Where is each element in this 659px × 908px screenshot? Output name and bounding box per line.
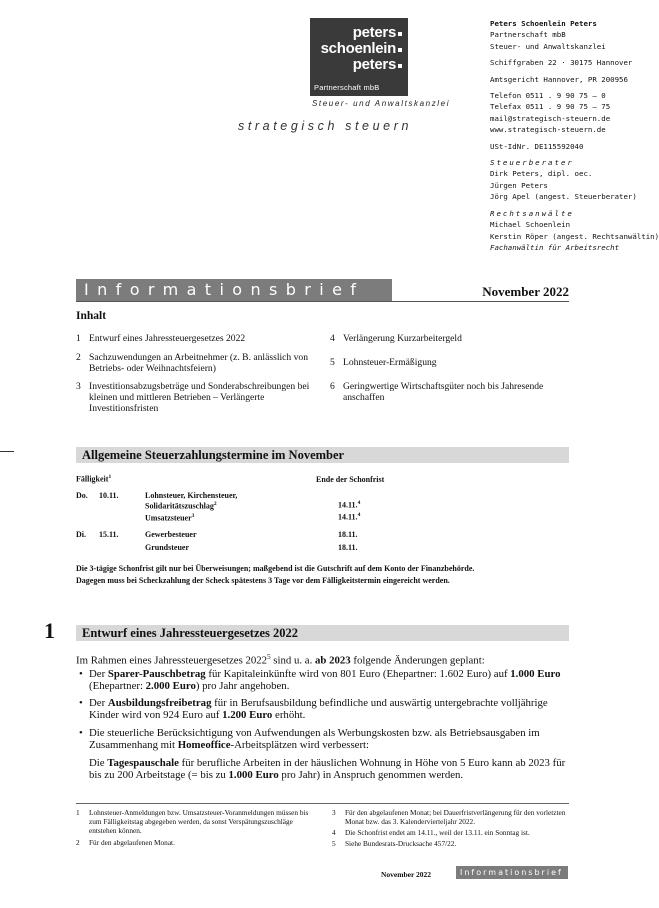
row-ende: 14.11.$^4$: [338, 500, 361, 510]
row-item: Gewerbesteuer: [145, 530, 197, 539]
address-line: Peters Schoenlein Peters: [490, 19, 597, 28]
rechtsanwalt-name: Michael Schoenlein: [490, 220, 571, 230]
row-item: Lohnsteuer, Kirchensteuer,: [145, 491, 238, 500]
tagespauschale-paragraph: Die Tagespauschale für berufliche Arbeiten in der häuslichen Wohnung in Höhe von 5 Euro kann ab 2023 für bis zu 200 Arbeitstage (= bis zu 1.000 Euro pro Jahr) in Anspruch genommen werden.: [89, 757, 566, 782]
address-block: [490, 18, 659, 253]
row-item: Solidaritätszuschlag$^2$: [145, 501, 217, 511]
toc-heading: Inhalt: [76, 310, 107, 322]
steuerberater-heading: Steuerberater: [490, 158, 574, 168]
address-line: Schiffgraben 22 · 30175 Hannover: [490, 58, 633, 68]
steuerberater-name: Jörg Apel (angest. Steuerberater): [490, 192, 637, 202]
address-line: Amtsgericht Hannover, PR 200956: [490, 74, 628, 84]
issue-date: November 2022: [482, 284, 569, 299]
email-link[interactable]: mail@strategisch-steuern.de: [490, 113, 611, 123]
bullet-sparer: Der Sparer-Pauschbetrag für Kapitaleinkünfte wird von 801 Euro (Ehepartner: 1.602 Euro) auf 1.000 Euro (Ehepartner: 2.000 Euro) pro Jahr angehoben.: [89, 668, 561, 693]
logo-line-2: schoenlein: [321, 41, 402, 56]
section-number: 1: [44, 618, 55, 643]
row-day: Do.: [76, 491, 88, 500]
col-ende-schonfrist: Ende der Schonfrist: [316, 475, 385, 484]
row-date: 15.11.: [99, 530, 119, 539]
address-line: Partnerschaft mbB: [490, 30, 566, 40]
firm-logo: [310, 18, 408, 96]
footnote: 2 Für den abgelaufenen Monat.: [76, 838, 175, 847]
section-heading-termine: Allgemeine Steuerzahlungstermine im November: [76, 447, 569, 463]
steuerberater-name: Dirk Peters, dipl. oec.: [490, 169, 593, 179]
schonfrist-note: [76, 563, 568, 587]
website-link[interactable]: www.strategisch-steuern.de: [490, 125, 606, 135]
logo-subtitle: Partnerschaft mbB: [314, 83, 380, 92]
address-line: Steuer- und Anwaltskanzlei: [490, 41, 606, 51]
toc-item[interactable]: 4 Verlängerung Kurzarbeitergeld: [330, 333, 462, 344]
toc-item[interactable]: 6 Geringwertige Wirtschaftsgüter noch bis Jahresende anschaffen: [330, 381, 544, 403]
rechtsanwaelte-heading: Rechtsanwälte: [490, 208, 574, 218]
bullet-icon: •: [79, 727, 83, 739]
toc-item[interactable]: 5 Lohnsteuer-Ermäßigung: [330, 357, 437, 368]
row-date: 10.11.: [99, 491, 119, 500]
rechtsanwalt-specialty: Fachanwältin für Arbeitsrecht: [490, 242, 620, 252]
note-line: Die 3-tägige Schonfrist gilt nur bei Überweisungen; maßgebend ist die Gutschrift auf dem Konto der Finanzbehörde.: [76, 564, 475, 573]
steuerberater-name: Jürgen Peters: [490, 180, 548, 190]
fax: Telefax 0511 . 9 90 75 – 75: [490, 102, 611, 112]
slogan: strategisch steuern: [238, 119, 413, 133]
bullet-homeoffice: Die steuerliche Berücksichtigung von Aufwendungen als Werbungskosten bzw. als Betriebsausgaben im Zusammenhang mit Homeoffice-Arbeitsplätzen wird verbessert:: [89, 727, 540, 752]
footnote: 5 Siehe Bundesrats-Drucksache 457/22.: [332, 839, 457, 848]
bullet-ausbildung: Der Ausbildungsfreibetrag für in Berufsausbildung befindliche und auswärtig untergebrachte volljährige Kinder wird von 924 Euro auf 1.200 Euro erhöht.: [89, 697, 548, 722]
logo-line-1: peters: [353, 25, 402, 40]
row-ende: 18.11.: [338, 543, 358, 552]
footnote: 4 Die Schonfrist endet am 14.11., weil der 13.11. ein Sonntag ist.: [332, 828, 530, 837]
row-ende: 18.11.: [338, 530, 358, 539]
title-banner: Informationsbrief: [76, 279, 392, 301]
footnote: 1 Lohnsteuer-Anmeldungen bzw. Umsatzsteuer-Voranmeldungen müssen bis zum Fälligkeitstag abgegeben werden, da sonst Verspätungszuschläge entstehen können.: [76, 808, 309, 835]
row-item: Grundsteuer: [145, 543, 189, 552]
section1-intro: Im Rahmen eines Jahressteuergesetzes 2022$^5$ sind u. a. ab 2023 folgende Änderungen geplant:: [76, 653, 485, 667]
col-faelligkeit: Fälligkeit$^1$: [76, 474, 112, 484]
footnote: 3 Für den abgelaufenen Monat; bei Dauerfristverlängerung für den vorletzten Monat bzw. das 3. Kalendervierteljahr 2022.: [332, 808, 566, 826]
bullet-icon: •: [79, 668, 83, 680]
footer-label: Informationsbrief: [456, 866, 568, 879]
note-line: Dagegen muss bei Scheckzahlung der Scheck spätestens 3 Tage vor dem Fälligkeitstermin eingereicht werden.: [76, 576, 450, 585]
rechtsanwalt-name: Kerstin Röper (angest. Rechtsanwältin): [490, 231, 659, 241]
logo-line-3: peters: [353, 57, 402, 72]
row-ende: 14.11.$^4$: [338, 512, 361, 522]
phone: Telefon 0511 . 9 90 75 – 0: [490, 91, 606, 101]
vat-id: USt-IdNr. DE115592040: [490, 141, 584, 151]
divider: [76, 301, 569, 302]
toc-item[interactable]: 3 Investitionsabzugsbeträge und Sonderabschreibungen bei kleinen und mittleren Betrieben – Verlängerte Investitionsfristen: [76, 381, 310, 414]
toc-item[interactable]: 2 Sachzuwendungen an Arbeitnehmer (z. B. anlässlich von Betriebs- oder Weihnachtsfeiern): [76, 352, 308, 374]
fold-mark: [0, 451, 14, 452]
section-heading-1: Entwurf eines Jahressteuergesetzes 2022: [76, 625, 569, 641]
firm-tagline: Steuer- und Anwaltskanzlei: [312, 99, 451, 108]
footer-date: November 2022: [381, 870, 432, 879]
bullet-icon: •: [79, 697, 83, 709]
toc-item[interactable]: 1 Entwurf eines Jahressteuergesetzes 2022: [76, 333, 246, 344]
footnote-divider: [76, 803, 569, 804]
row-day: Di.: [76, 530, 86, 539]
row-item: Umsatzsteuer$^3$: [145, 513, 195, 523]
